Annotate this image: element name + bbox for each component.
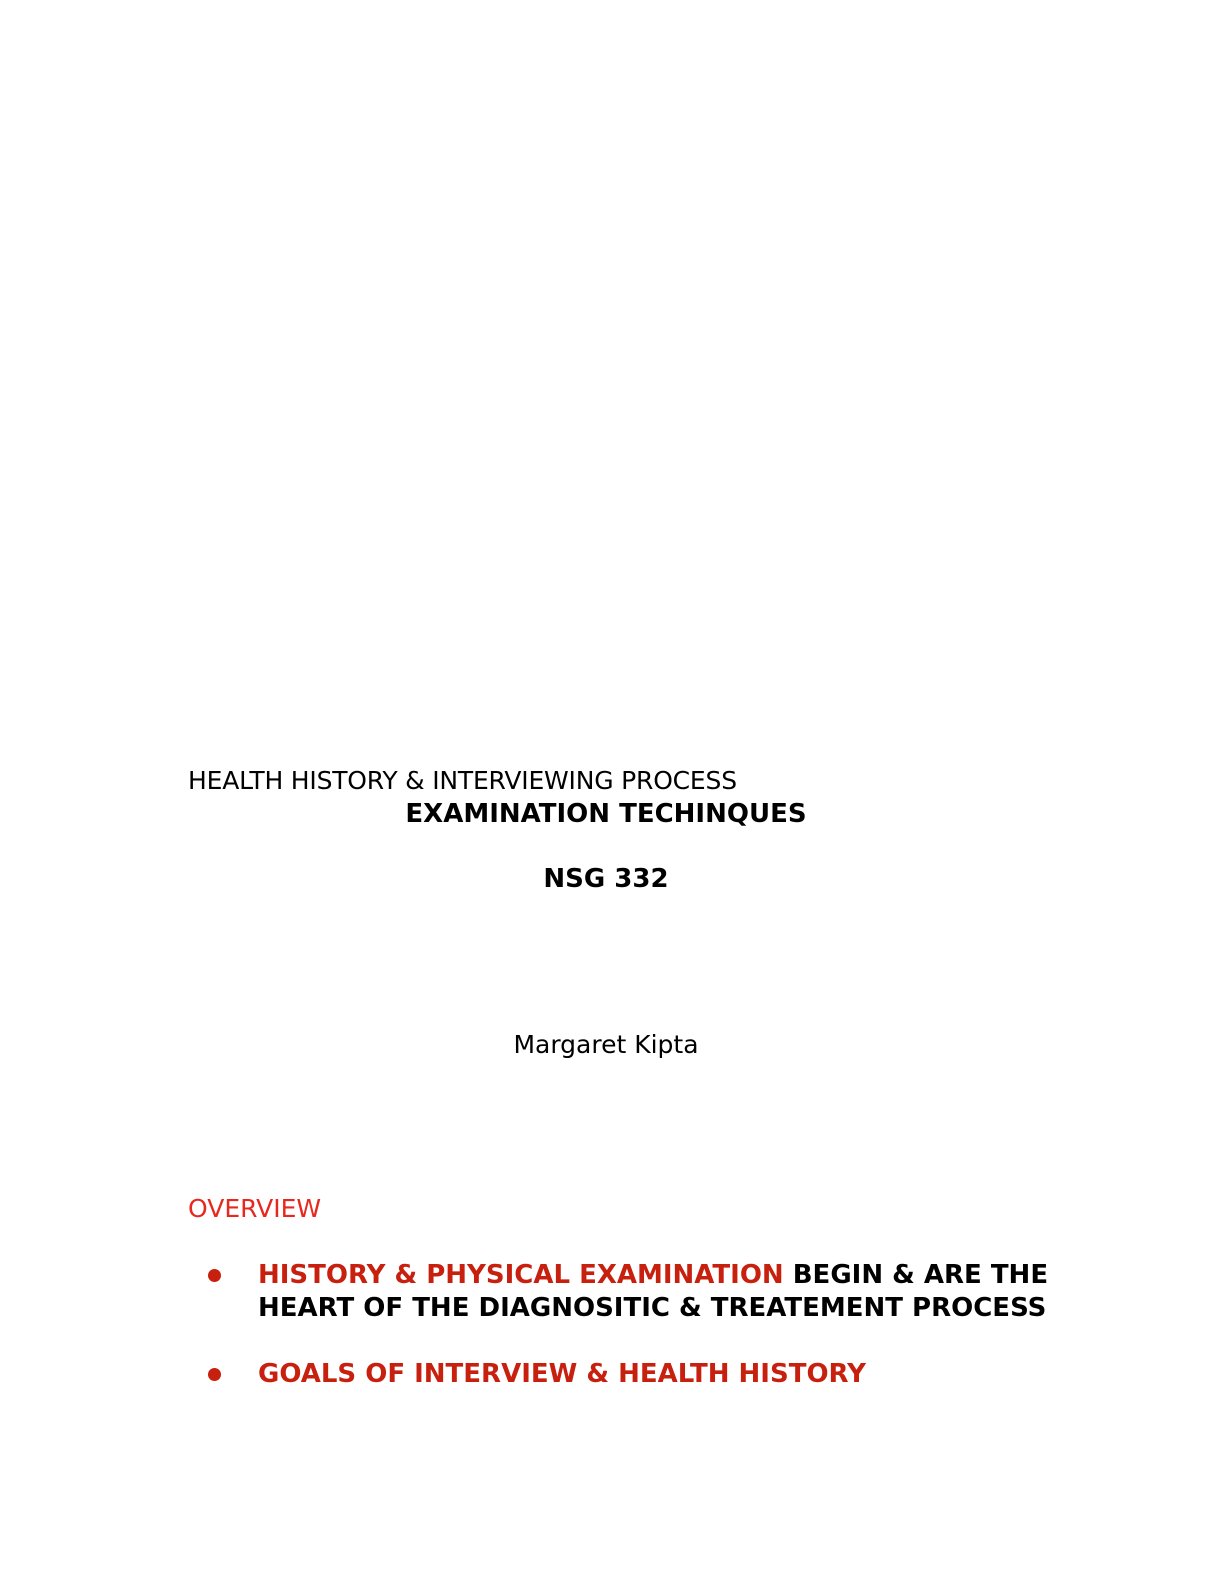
bullet-text: [258, 1259, 1058, 1325]
course-code: NSG 332: [543, 864, 669, 894]
author-name: Margaret Kipta: [513, 1030, 699, 1059]
overview-heading: OVERVIEW: [188, 1194, 322, 1223]
bullet-highlight: GOALS OF INTERVIEW & HEALTH HISTORY: [258, 1359, 866, 1389]
bullet-icon: [208, 1269, 221, 1282]
bullet-rest: BEGIN & ARE THE HEART OF THE DIAGNOSITIC & TREATEMENT PROCESS: [258, 1260, 1049, 1323]
bullet-icon: [208, 1368, 221, 1381]
bullet-highlight: HISTORY & PHYSICAL EXAMINATION: [258, 1260, 784, 1290]
document-title: EXAMINATION TECHINQUES: [405, 799, 807, 829]
document-header: HEALTH HISTORY & INTERVIEWING PROCESS: [188, 766, 737, 795]
bullet-text: [258, 1358, 1058, 1391]
